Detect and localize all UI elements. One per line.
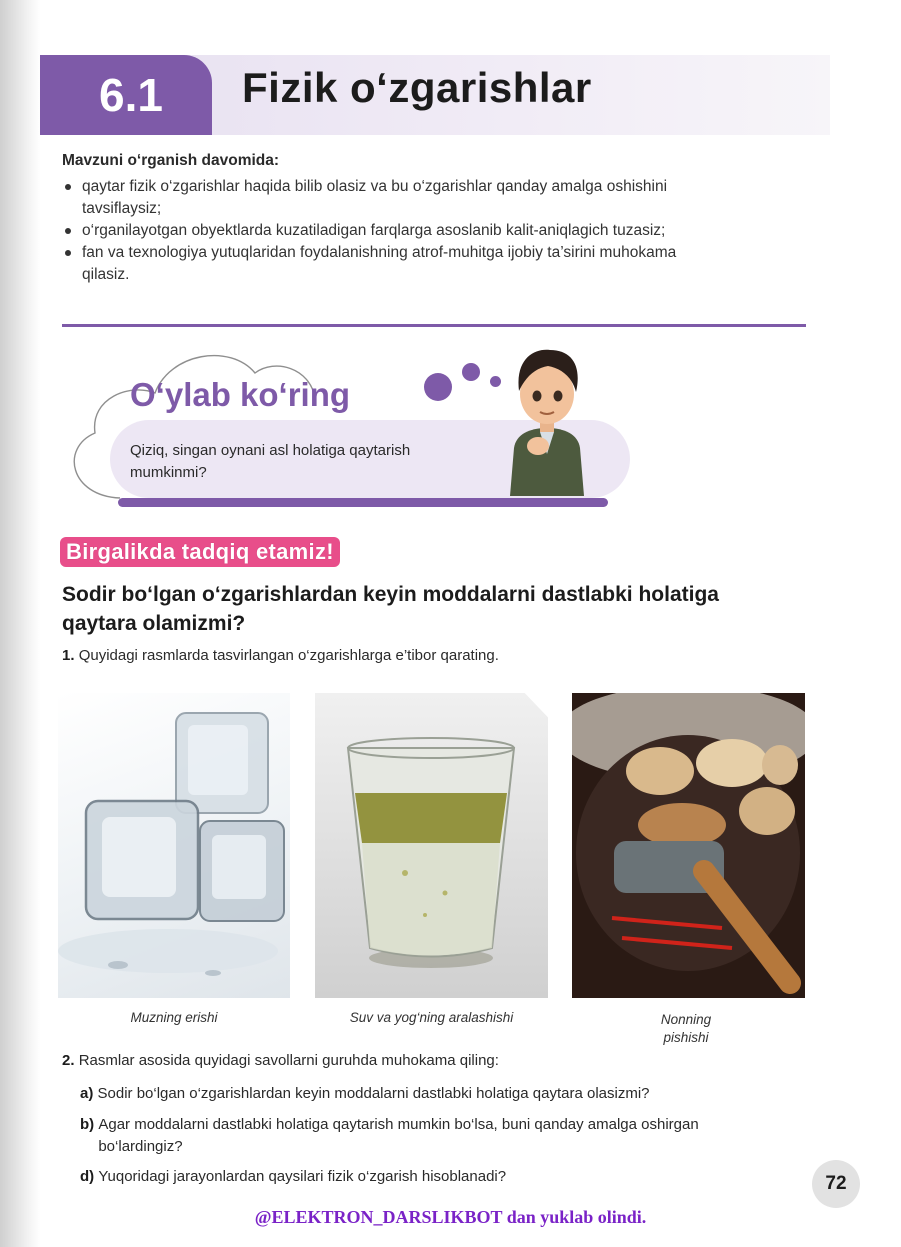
activity-question: Sodir bo‘lgan o‘zgarishlardan keyin moddalarni dastlabki holatiga qaytara olamizmi?: [62, 583, 719, 635]
photo-water-oil-glass: [315, 693, 548, 998]
thought-dot-medium: [462, 363, 480, 381]
think-underline: [118, 498, 608, 507]
page-number: 72: [812, 1160, 860, 1208]
caption-ice: Muzning erishi: [130, 1010, 218, 1025]
page-fold-shadow: [0, 0, 40, 1247]
question-label: b): [80, 1116, 95, 1133]
photo-ice-melting: [58, 693, 290, 998]
thought-dot-large: [424, 373, 452, 401]
question-label: a): [80, 1085, 94, 1102]
caption-bread: Nonning pishishi: [660, 1012, 712, 1045]
page-title: Fizik o‘zgarishlar: [242, 64, 592, 111]
caption-water-oil: Suv va yog‘ning aralashishi: [349, 1010, 514, 1025]
question-text: Sodir bo‘lgan o‘zgarishlardan keyin moddalarni dastlabki holatiga qaytara olasizmi?: [97, 1085, 650, 1102]
objective-item: qaytar fizik o‘zgarishlar haqida bilib olasiz va bu o‘zgarishlar qanday amalga oshishini tavsiflaysiz;: [62, 176, 682, 220]
question-item-d: [80, 1166, 760, 1188]
step-2-text: Rasmlar asosida quyidagi savollarni guruhda muhokama qiling:: [78, 1052, 499, 1069]
question-item-a: [80, 1083, 760, 1105]
step-2: [62, 1052, 499, 1069]
objectives-intro: Mavzuni o‘rganish davomida:: [62, 152, 280, 169]
activity-badge: Birgalikda tadqiq etamiz!: [60, 537, 340, 567]
step-1: [62, 647, 499, 664]
step-1-text: Quyidagi rasmlarda tasvirlangan o‘zgarishlarga e’tibor qarating.: [78, 647, 499, 664]
thinking-boy-illustration: [500, 336, 595, 496]
think-question: Qiziq, singan oynani asl holatiga qaytarish mumkinmi?: [130, 442, 411, 481]
question-item-b: [80, 1114, 760, 1158]
download-footer: @ELEKTRON_DARSLIKBOT dan yuklab olindi.: [254, 1207, 647, 1227]
section-divider: [62, 324, 806, 327]
step-1-number: 1.: [62, 647, 75, 664]
question-label: d): [80, 1168, 95, 1185]
question-text: Yuqoridagi jarayonlardan qaysilari fizik o‘zgarish hisoblanadi?: [98, 1168, 507, 1185]
section-number: 6.1: [40, 55, 212, 135]
objective-item: o‘rganilayotgan obyektlarda kuzatiladigan farqlarga asoslanib kalit-aniqlagich tuzasiz;: [62, 220, 682, 242]
question-text: Agar moddalarni dastlabki holatiga qaytarish mumkin bo‘lsa, buni qanday amalga oshirgan bo‘lardingiz?: [98, 1116, 699, 1155]
step-2-number: 2.: [62, 1052, 75, 1069]
think-title: O‘ylab ko‘ring: [130, 376, 351, 413]
objectives-list: [62, 176, 682, 286]
photo-tandoor-bread: [572, 693, 805, 998]
objective-item: fan va texnologiya yutuqlaridan foydalanishning atrof-muhitga ijobiy ta’sirini muhokama qilasiz.: [62, 242, 682, 286]
